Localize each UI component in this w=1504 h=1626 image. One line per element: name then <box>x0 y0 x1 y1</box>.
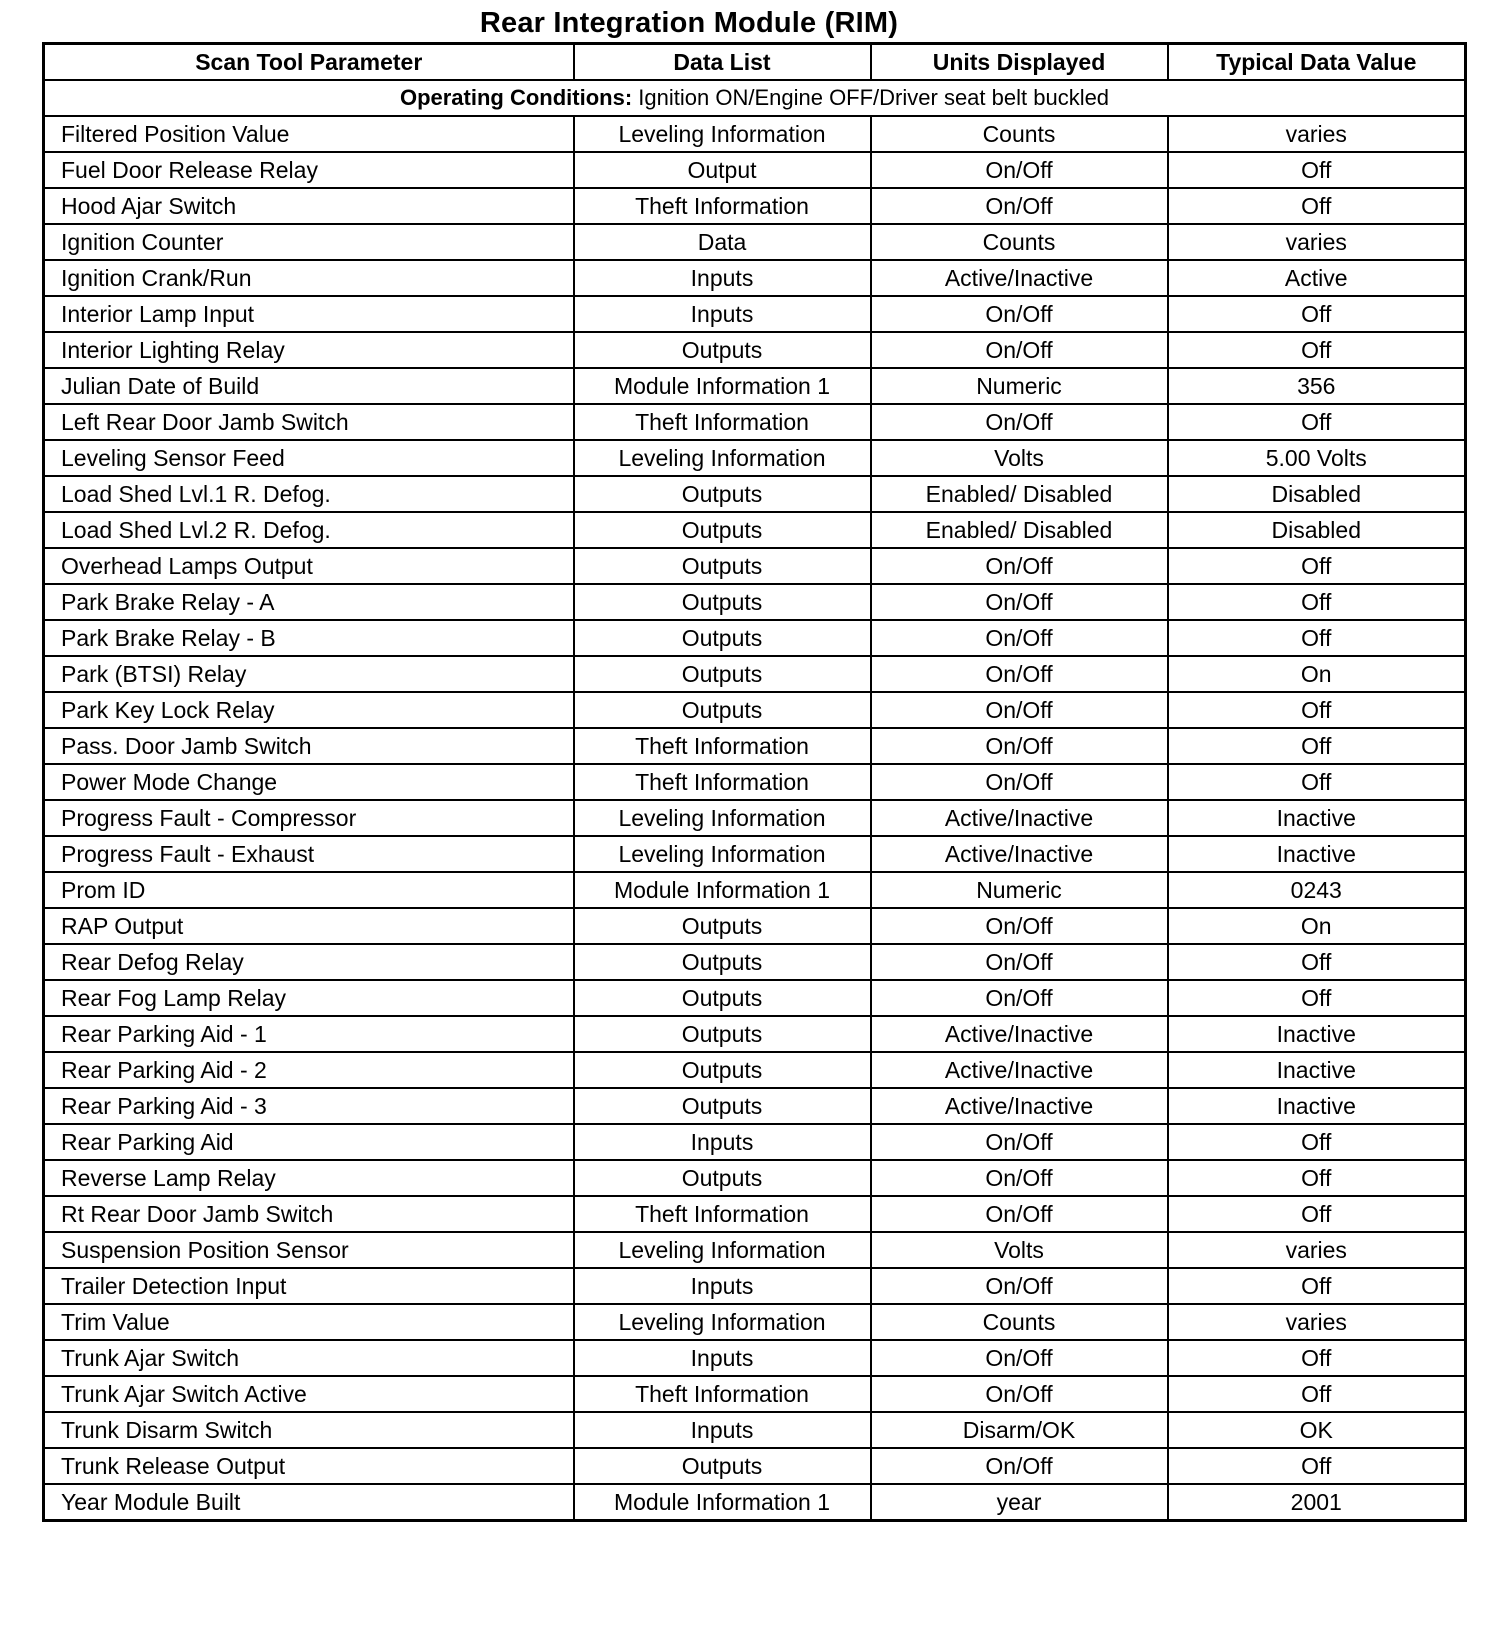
units-displayed-cell: On/Off <box>871 1124 1168 1160</box>
units-displayed-cell: On/Off <box>871 620 1168 656</box>
scan-tool-parameter-cell: Trunk Release Output <box>44 1448 574 1484</box>
typical-data-value-cell: Inactive <box>1168 1052 1466 1088</box>
scan-tool-parameter-cell: Overhead Lamps Output <box>44 548 574 584</box>
table-row <box>44 260 1466 296</box>
table-row <box>44 1196 1466 1232</box>
rim-data-table <box>42 42 1467 1522</box>
typical-data-value-cell: Off <box>1168 764 1466 800</box>
units-displayed-cell: Enabled/ Disabled <box>871 476 1168 512</box>
data-list-cell: Outputs <box>574 584 871 620</box>
table-row <box>44 548 1466 584</box>
units-displayed-cell: On/Off <box>871 692 1168 728</box>
scan-tool-parameter-cell: Interior Lighting Relay <box>44 332 574 368</box>
data-list-cell: Module Information 1 <box>574 1484 871 1521</box>
scan-tool-parameter-cell: Trailer Detection Input <box>44 1268 574 1304</box>
typical-data-value-cell: Off <box>1168 404 1466 440</box>
data-list-cell: Inputs <box>574 1340 871 1376</box>
data-list-cell: Leveling Information <box>574 1232 871 1268</box>
scan-tool-parameter-cell: Interior Lamp Input <box>44 296 574 332</box>
data-list-cell: Theft Information <box>574 728 871 764</box>
scan-tool-parameter-cell: Trim Value <box>44 1304 574 1340</box>
scan-tool-parameter-cell: Rear Parking Aid - 1 <box>44 1016 574 1052</box>
scan-tool-parameter-cell: Trunk Ajar Switch Active <box>44 1376 574 1412</box>
units-displayed-cell: Active/Inactive <box>871 836 1168 872</box>
data-list-cell: Module Information 1 <box>574 872 871 908</box>
typical-data-value-cell: OK <box>1168 1412 1466 1448</box>
table-row <box>44 188 1466 224</box>
typical-data-value-cell: Off <box>1168 1124 1466 1160</box>
typical-data-value-cell: 5.00 Volts <box>1168 440 1466 476</box>
scan-tool-parameter-cell: RAP Output <box>44 908 574 944</box>
table-row <box>44 1232 1466 1268</box>
data-list-cell: Outputs <box>574 1448 871 1484</box>
units-displayed-cell: Volts <box>871 1232 1168 1268</box>
units-displayed-cell: On/Off <box>871 1448 1168 1484</box>
units-displayed-cell: Counts <box>871 1304 1168 1340</box>
data-list-cell: Outputs <box>574 908 871 944</box>
typical-data-value-cell: Off <box>1168 980 1466 1016</box>
table-row <box>44 1448 1466 1484</box>
data-list-cell: Inputs <box>574 296 871 332</box>
scan-tool-parameter-cell: Reverse Lamp Relay <box>44 1160 574 1196</box>
data-list-cell: Outputs <box>574 1016 871 1052</box>
units-displayed-cell: Numeric <box>871 872 1168 908</box>
table-row <box>44 1124 1466 1160</box>
data-list-cell: Leveling Information <box>574 800 871 836</box>
data-list-cell: Outputs <box>574 1088 871 1124</box>
table-row <box>44 476 1466 512</box>
scan-tool-parameter-cell: Load Shed Lvl.2 R. Defog. <box>44 512 574 548</box>
table-row <box>44 1412 1466 1448</box>
scan-tool-parameter-cell: Ignition Crank/Run <box>44 260 574 296</box>
scan-tool-parameter-cell: Rt Rear Door Jamb Switch <box>44 1196 574 1232</box>
data-list-cell: Module Information 1 <box>574 368 871 404</box>
typical-data-value-cell: Off <box>1168 944 1466 980</box>
table-row <box>44 116 1466 152</box>
scan-tool-parameter-cell: Pass. Door Jamb Switch <box>44 728 574 764</box>
units-displayed-cell: Active/Inactive <box>871 1052 1168 1088</box>
data-list-cell: Inputs <box>574 260 871 296</box>
units-displayed-cell: year <box>871 1484 1168 1521</box>
typical-data-value-cell: varies <box>1168 1304 1466 1340</box>
table-row <box>44 656 1466 692</box>
scan-tool-parameter-cell: Rear Parking Aid <box>44 1124 574 1160</box>
data-list-cell: Outputs <box>574 512 871 548</box>
units-displayed-cell: On/Off <box>871 1340 1168 1376</box>
table-row <box>44 836 1466 872</box>
typical-data-value-cell: Inactive <box>1168 800 1466 836</box>
scan-tool-parameter-cell: Trunk Disarm Switch <box>44 1412 574 1448</box>
units-displayed-cell: On/Off <box>871 1268 1168 1304</box>
data-list-cell: Inputs <box>574 1268 871 1304</box>
scan-tool-parameter-cell: Hood Ajar Switch <box>44 188 574 224</box>
table-row <box>44 728 1466 764</box>
operating-conditions-text: Ignition ON/Engine OFF/Driver seat belt buckled <box>638 85 1110 110</box>
typical-data-value-cell: Off <box>1168 1448 1466 1484</box>
typical-data-value-cell: Off <box>1168 1160 1466 1196</box>
data-list-cell: Theft Information <box>574 188 871 224</box>
units-displayed-cell: On/Off <box>871 1196 1168 1232</box>
typical-data-value-cell: Inactive <box>1168 836 1466 872</box>
typical-data-value-cell: 0243 <box>1168 872 1466 908</box>
scan-tool-parameter-cell: Park (BTSI) Relay <box>44 656 574 692</box>
units-displayed-cell: On/Off <box>871 188 1168 224</box>
typical-data-value-cell: Off <box>1168 1340 1466 1376</box>
table-row <box>44 872 1466 908</box>
data-list-cell: Inputs <box>574 1124 871 1160</box>
units-displayed-cell: Enabled/ Disabled <box>871 512 1168 548</box>
data-list-cell: Outputs <box>574 1052 871 1088</box>
typical-data-value-cell: 356 <box>1168 368 1466 404</box>
scan-tool-parameter-cell: Rear Defog Relay <box>44 944 574 980</box>
data-list-cell: Outputs <box>574 980 871 1016</box>
typical-data-value-cell: Off <box>1168 1376 1466 1412</box>
scan-tool-parameter-cell: Power Mode Change <box>44 764 574 800</box>
scan-tool-parameter-cell: Leveling Sensor Feed <box>44 440 574 476</box>
units-displayed-cell: On/Off <box>871 908 1168 944</box>
units-displayed-cell: Disarm/OK <box>871 1412 1168 1448</box>
typical-data-value-cell: Off <box>1168 584 1466 620</box>
typical-data-value-cell: varies <box>1168 1232 1466 1268</box>
units-displayed-cell: On/Off <box>871 764 1168 800</box>
scan-tool-parameter-cell: Progress Fault - Exhaust <box>44 836 574 872</box>
operating-conditions-label: Operating Conditions: <box>399 85 633 110</box>
units-displayed-cell: Active/Inactive <box>871 800 1168 836</box>
table-header-row <box>44 44 1466 81</box>
table-row <box>44 1340 1466 1376</box>
typical-data-value-cell: Off <box>1168 1196 1466 1232</box>
data-list-cell: Theft Information <box>574 1196 871 1232</box>
units-displayed-cell: On/Off <box>871 548 1168 584</box>
typical-data-value-cell: Disabled <box>1168 476 1466 512</box>
table-row <box>44 1268 1466 1304</box>
table-row <box>44 152 1466 188</box>
data-list-cell: Outputs <box>574 476 871 512</box>
table-row <box>44 368 1466 404</box>
units-displayed-cell: On/Off <box>871 656 1168 692</box>
units-displayed-cell: On/Off <box>871 1376 1168 1412</box>
data-list-cell: Outputs <box>574 332 871 368</box>
table-row <box>44 764 1466 800</box>
table-row <box>44 908 1466 944</box>
column-header-typical-data-value: Typical Data Value <box>1168 44 1466 81</box>
data-list-cell: Leveling Information <box>574 1304 871 1340</box>
typical-data-value-cell: Off <box>1168 296 1466 332</box>
table-row <box>44 296 1466 332</box>
data-list-cell: Outputs <box>574 656 871 692</box>
units-displayed-cell: On/Off <box>871 332 1168 368</box>
typical-data-value-cell: 2001 <box>1168 1484 1466 1521</box>
units-displayed-cell: Active/Inactive <box>871 260 1168 296</box>
operating-conditions-row <box>44 80 1466 116</box>
typical-data-value-cell: Disabled <box>1168 512 1466 548</box>
typical-data-value-cell: varies <box>1168 116 1466 152</box>
typical-data-value-cell: On <box>1168 908 1466 944</box>
table-row <box>44 1016 1466 1052</box>
typical-data-value-cell: Off <box>1168 548 1466 584</box>
data-list-cell: Output <box>574 152 871 188</box>
typical-data-value-cell: Off <box>1168 332 1466 368</box>
units-displayed-cell: Counts <box>871 224 1168 260</box>
typical-data-value-cell: Off <box>1168 152 1466 188</box>
table-row <box>44 980 1466 1016</box>
data-list-cell: Inputs <box>574 1412 871 1448</box>
units-displayed-cell: On/Off <box>871 152 1168 188</box>
typical-data-value-cell: Off <box>1168 620 1466 656</box>
data-list-cell: Outputs <box>574 1160 871 1196</box>
table-row <box>44 944 1466 980</box>
table-row <box>44 1304 1466 1340</box>
page-title: Rear Integration Module (RIM) <box>479 7 899 39</box>
units-displayed-cell: On/Off <box>871 584 1168 620</box>
typical-data-value-cell: On <box>1168 656 1466 692</box>
scan-tool-parameter-cell: Ignition Counter <box>44 224 574 260</box>
data-list-cell: Theft Information <box>574 404 871 440</box>
units-displayed-cell: Numeric <box>871 368 1168 404</box>
units-displayed-cell: On/Off <box>871 728 1168 764</box>
scan-tool-parameter-cell: Trunk Ajar Switch <box>44 1340 574 1376</box>
column-header-data-list: Data List <box>574 44 871 81</box>
scan-tool-parameter-cell: Julian Date of Build <box>44 368 574 404</box>
data-list-cell: Outputs <box>574 944 871 980</box>
scan-tool-parameter-cell: Park Brake Relay - A <box>44 584 574 620</box>
typical-data-value-cell: Off <box>1168 188 1466 224</box>
scan-tool-parameter-cell: Park Brake Relay - B <box>44 620 574 656</box>
table-row <box>44 1484 1466 1521</box>
data-list-cell: Outputs <box>574 620 871 656</box>
data-list-cell: Leveling Information <box>574 116 871 152</box>
table-row <box>44 440 1466 476</box>
table-row <box>44 512 1466 548</box>
table-row <box>44 332 1466 368</box>
table-row <box>44 800 1466 836</box>
operating-conditions <box>44 80 1466 116</box>
scan-tool-parameter-cell: Rear Parking Aid - 3 <box>44 1088 574 1124</box>
scan-tool-parameter-cell: Progress Fault - Compressor <box>44 800 574 836</box>
typical-data-value-cell: Inactive <box>1168 1088 1466 1124</box>
scan-tool-parameter-cell: Fuel Door Release Relay <box>44 152 574 188</box>
units-displayed-cell: On/Off <box>871 944 1168 980</box>
table-row <box>44 692 1466 728</box>
units-displayed-cell: On/Off <box>871 980 1168 1016</box>
typical-data-value-cell: varies <box>1168 224 1466 260</box>
data-list-cell: Data <box>574 224 871 260</box>
units-displayed-cell: On/Off <box>871 296 1168 332</box>
data-list-cell: Outputs <box>574 692 871 728</box>
units-displayed-cell: Volts <box>871 440 1168 476</box>
table-row <box>44 1052 1466 1088</box>
column-header-units-displayed: Units Displayed <box>871 44 1168 81</box>
scan-tool-parameter-cell: Suspension Position Sensor <box>44 1232 574 1268</box>
scan-tool-parameter-cell: Rear Parking Aid - 2 <box>44 1052 574 1088</box>
scan-tool-parameter-cell: Prom ID <box>44 872 574 908</box>
units-displayed-cell: Active/Inactive <box>871 1016 1168 1052</box>
scan-tool-parameter-cell: Filtered Position Value <box>44 116 574 152</box>
scan-tool-parameter-cell: Park Key Lock Relay <box>44 692 574 728</box>
scan-tool-parameter-cell: Year Module Built <box>44 1484 574 1521</box>
typical-data-value-cell: Active <box>1168 260 1466 296</box>
table-row <box>44 224 1466 260</box>
table-row <box>44 404 1466 440</box>
typical-data-value-cell: Inactive <box>1168 1016 1466 1052</box>
data-list-cell: Theft Information <box>574 764 871 800</box>
scan-tool-parameter-cell: Load Shed Lvl.1 R. Defog. <box>44 476 574 512</box>
scan-tool-parameter-cell: Rear Fog Lamp Relay <box>44 980 574 1016</box>
units-displayed-cell: Active/Inactive <box>871 1088 1168 1124</box>
units-displayed-cell: Counts <box>871 116 1168 152</box>
typical-data-value-cell: Off <box>1168 1268 1466 1304</box>
table-row <box>44 584 1466 620</box>
data-list-cell: Leveling Information <box>574 440 871 476</box>
data-list-cell: Outputs <box>574 548 871 584</box>
typical-data-value-cell: Off <box>1168 728 1466 764</box>
table-row <box>44 1088 1466 1124</box>
scan-tool-parameter-cell: Left Rear Door Jamb Switch <box>44 404 574 440</box>
units-displayed-cell: On/Off <box>871 1160 1168 1196</box>
column-header-scan-tool-parameter: Scan Tool Parameter <box>44 44 574 81</box>
table-row <box>44 620 1466 656</box>
units-displayed-cell: On/Off <box>871 404 1168 440</box>
typical-data-value-cell: Off <box>1168 692 1466 728</box>
table-row <box>44 1160 1466 1196</box>
data-list-cell: Theft Information <box>574 1376 871 1412</box>
data-list-cell: Leveling Information <box>574 836 871 872</box>
table-row <box>44 1376 1466 1412</box>
